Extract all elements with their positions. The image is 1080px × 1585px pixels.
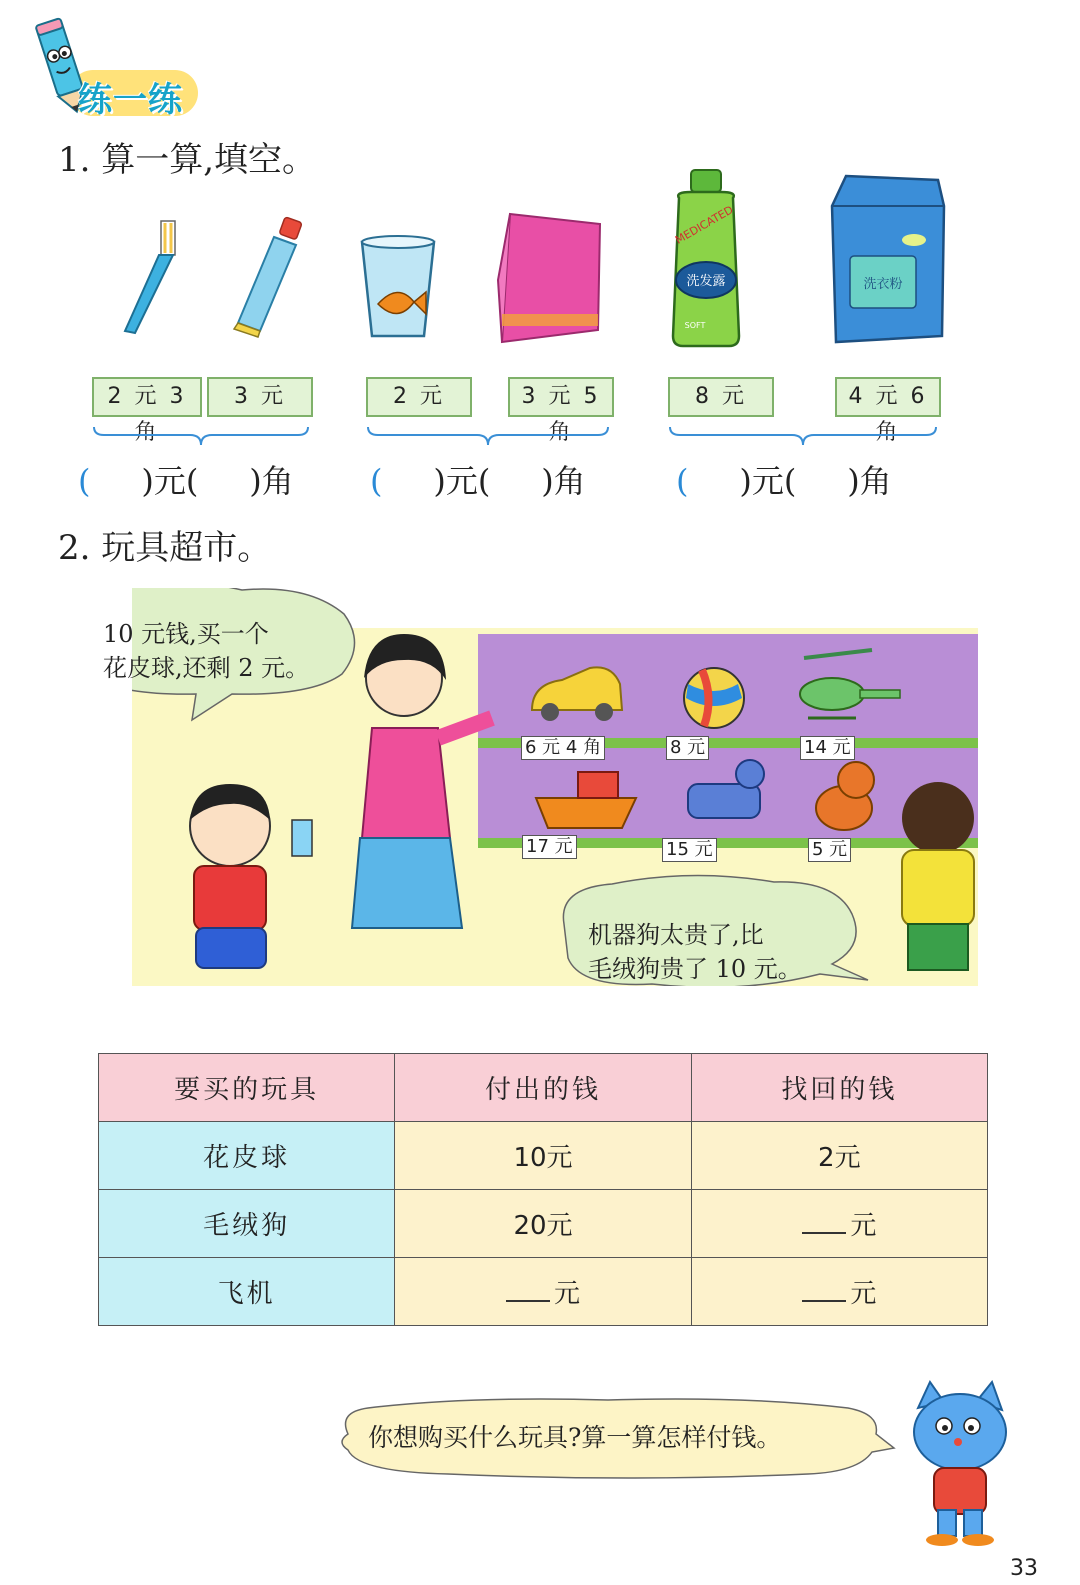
open-paren: ( [676,462,689,500]
section-title: 练一练 [78,80,183,120]
shampoo-sub-label: SOFT [684,321,706,330]
yuan-label: )元( [739,462,797,500]
toy-ball-icon [684,668,744,728]
change-unit: 元 [850,1211,877,1241]
yuan-label: )元( [433,462,491,500]
answer-line-1 [78,456,294,502]
bubble-left-line-2: 花皮球,还剩 2 元。 [103,654,310,682]
paid-value: 20元 [513,1211,573,1241]
jiao-label: )角 [541,462,586,500]
table-row [99,1258,988,1326]
toy-purchase-table [98,1053,988,1326]
paid-cell[interactable] [395,1258,691,1326]
answer-line-3 [676,456,892,502]
price-box-toothpaste: 3 元 [207,377,313,417]
towel-icon [488,210,608,345]
open-paren: ( [370,462,383,500]
brace-1 [92,425,310,447]
header-paid: 付出的钱 [395,1054,691,1122]
change-value: 2元 [818,1143,861,1173]
boy-figure [902,782,974,970]
jiao-label: )角 [847,462,892,500]
price-box-detergent: 4 元 6 角 [835,377,941,417]
detergent-bag-icon [826,172,948,347]
change-cell [691,1122,987,1190]
cat-mascot-icon [900,1380,1020,1550]
brace-3 [668,425,938,447]
answer-blank[interactable] [802,1210,846,1234]
jiao-label: )角 [249,462,294,500]
answer-line-2 [370,456,586,502]
price-tag-car: 6 元 4 角 [521,736,605,760]
table-row [99,1122,988,1190]
answer-blank[interactable] [506,1278,550,1302]
price-box-toothbrush: 2 元 3 角 [92,377,202,417]
change-cell[interactable] [691,1258,987,1326]
shampoo-brand-label: MEDICATED [673,203,736,247]
yuan-label: )元( [141,462,199,500]
price-tag-ball: 8 元 [666,736,709,760]
paid-cell [395,1190,691,1258]
open-paren: ( [78,462,91,500]
table-header-row [99,1054,988,1122]
bubble-right-line-1: 机器狗太贵了,比 [588,921,764,949]
toy-cell: 飞机 [99,1258,395,1326]
bubble-right-line-2: 毛绒狗贵了 10 元。 [588,955,802,983]
bubble-left-line-1: 10 元钱,买一个 [103,620,269,648]
price-box-shampoo: 8 元 [668,377,774,417]
banknote-icon [292,820,312,856]
toy-cell: 毛绒狗 [99,1190,395,1258]
change-cell[interactable] [691,1190,987,1258]
header-change: 找回的钱 [691,1054,987,1122]
price-tag-robot-dog: 15 元 [662,838,717,862]
header-toy: 要买的玩具 [99,1054,395,1122]
toothbrush-icon [115,215,195,340]
answer-blank[interactable] [802,1278,846,1302]
detergent-name-label: 洗衣粉 [863,277,903,292]
table-row [99,1190,988,1258]
price-tag-plush-dog: 5 元 [808,838,851,862]
price-box-towel: 3 元 5 角 [508,377,614,417]
question-2-title: 2. 玩具超市。 [58,528,272,568]
shampoo-name-label: 洗发露 [686,274,726,289]
paid-unit: 元 [553,1279,580,1309]
price-tag-helicopter: 14 元 [800,736,855,760]
toothpaste-icon [230,215,310,340]
price-box-cup: 2 元 [366,377,472,417]
page-number: 33 [1010,1556,1038,1581]
cup-icon [356,232,440,342]
shampoo-bottle-icon [665,168,747,350]
price-tag-boat: 17 元 [522,835,577,859]
brace-2 [366,425,610,447]
toy-cell: 花皮球 [99,1122,395,1190]
paid-cell [395,1122,691,1190]
question-1-title: 1. 算一算,填空。 [58,140,317,180]
change-unit: 元 [850,1279,877,1309]
footer-bubble-text: 你想购买什么玩具?算一算怎样付钱。 [368,1423,782,1452]
paid-value: 10元 [513,1143,573,1173]
